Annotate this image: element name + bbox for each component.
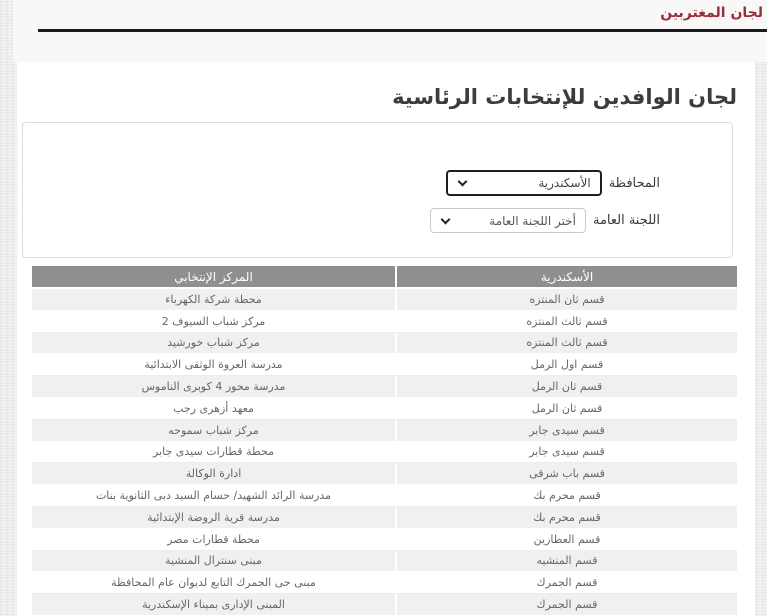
district-cell: قسم المنشيه <box>397 551 737 572</box>
center-cell: مبنى حى الجمرك التابع لديوان عام المحافظة <box>32 572 395 593</box>
table-row <box>32 376 737 398</box>
governorate-select[interactable] <box>446 170 602 196</box>
table-row <box>32 485 737 507</box>
district-cell: قسم الجمرك <box>397 572 737 593</box>
page-title: لجان الوافدين للإنتخابات الرئاسية <box>392 85 737 109</box>
table-row <box>32 463 737 485</box>
center-cell: مبنى سنترال المنشية <box>32 551 395 572</box>
general-committee-selected-value: أختر اللجنة العامة <box>489 213 576 228</box>
center-header: المركز الإنتخابي <box>32 266 395 287</box>
table-row <box>32 354 737 376</box>
district-header: الأسكندرية <box>397 266 737 287</box>
district-cell: قسم محرم بك <box>397 485 737 506</box>
table-row <box>32 507 737 529</box>
table-row <box>32 551 737 573</box>
district-cell: قسم محرم بك <box>397 507 737 528</box>
table-row <box>32 398 737 420</box>
center-cell: محطة قطارات سيدى جابر <box>32 442 395 463</box>
center-cell: مركز شباب السيوف 2 <box>32 311 395 332</box>
district-cell: قسم اول الرمل <box>397 354 737 375</box>
center-cell: مدرسة قرية الروضة الإبتدائية <box>32 507 395 528</box>
general-committee-select[interactable] <box>430 208 586 233</box>
general-committee-row <box>430 208 660 233</box>
general-committee-label: اللجنة العامة <box>592 213 660 228</box>
table-body <box>32 289 737 616</box>
center-cell: ادارة الوكالة <box>32 463 395 484</box>
district-cell: قسم ثالث المنتزه <box>397 311 737 332</box>
table-row <box>32 572 737 594</box>
governorate-selected-value: الأسكندرية <box>538 176 591 190</box>
table-row <box>32 529 737 551</box>
center-cell: مركز شباب سموحه <box>32 420 395 441</box>
main-content <box>17 62 755 616</box>
table-row <box>32 311 737 333</box>
district-cell: قسم سيدى جابر <box>397 442 737 463</box>
district-cell: قسم سيدى جابر <box>397 420 737 441</box>
district-cell: قسم ثان الرمل <box>397 376 737 397</box>
chevron-down-icon <box>457 177 467 187</box>
nav-link-expat-committees[interactable]: لجان المغتربين <box>660 5 763 21</box>
table-row <box>32 594 737 616</box>
center-cell: مركز شباب خورشيد <box>32 333 395 354</box>
center-cell: محطة قطارات مصر <box>32 529 395 550</box>
governorate-label: المحافظة <box>608 175 660 191</box>
governorate-row <box>446 170 660 196</box>
chevron-down-icon <box>441 214 451 224</box>
filters-panel <box>22 122 733 258</box>
header-divider-line <box>38 29 767 32</box>
table-row <box>32 442 737 464</box>
district-cell: قسم الجمرك <box>397 594 737 615</box>
table-row <box>32 333 737 355</box>
district-cell: قسم ثان الرمل <box>397 398 737 419</box>
center-cell: مدرسة العروة الوثقى الابتدائية <box>32 354 395 375</box>
table-row <box>32 289 737 311</box>
center-cell: محطة شركة الكهرباء <box>32 289 395 310</box>
district-cell: قسم العطارين <box>397 529 737 550</box>
district-cell: قسم ثان المنتزه <box>397 289 737 310</box>
center-cell: معهد أزهرى رجب <box>32 398 395 419</box>
district-cell: قسم باب شرقى <box>397 463 737 484</box>
table-header-row <box>32 266 737 289</box>
center-cell: مدرسة محور 4 كوبرى الناموس <box>32 376 395 397</box>
top-nav-bar <box>13 0 767 62</box>
center-cell: مدرسة الرائد الشهيد/ حسام السيد دبى الثانوية بنات <box>32 485 395 506</box>
center-cell: المبنى الإدارى بميناء الإسكندرية <box>32 594 395 615</box>
committees-table <box>32 266 737 616</box>
table-row <box>32 420 737 442</box>
district-cell: قسم ثالث المنتزه <box>397 333 737 354</box>
